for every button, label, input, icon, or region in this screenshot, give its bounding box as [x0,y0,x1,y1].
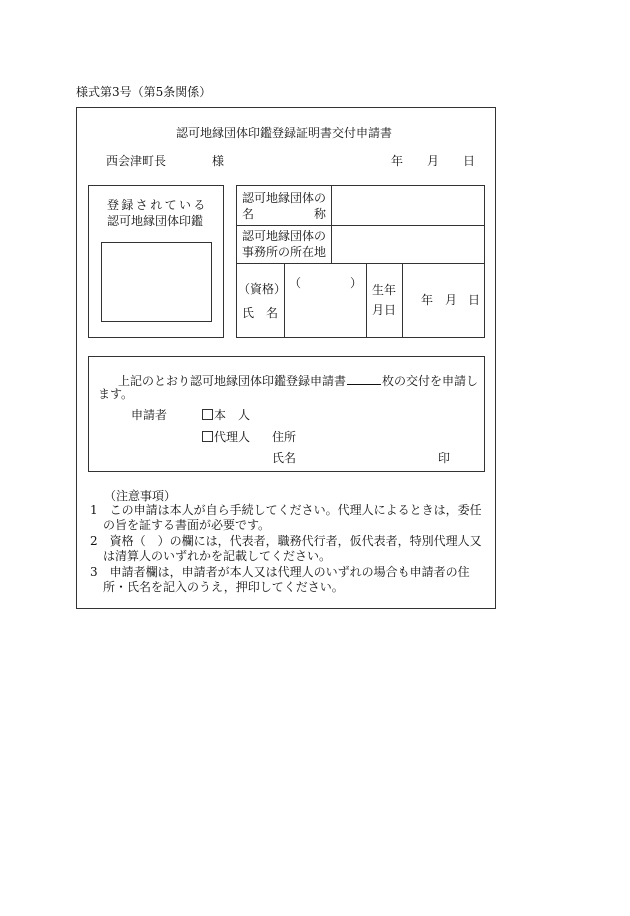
date-month-label[interactable]: 月 [427,154,440,168]
divider [366,263,367,338]
note-item: 1 この申請は本人が自ら手続してください。代理人によるときは，委任の旨を証する書面が必要です。 [90,503,482,532]
org-name-label-line1: 認可地縁団体の [242,191,327,205]
request-text-before: 上記のとおり認可地縁団体印鑑登録申請書 [118,374,347,388]
birth-day-label[interactable]: 日 [468,293,481,307]
office-address-label-line1: 認可地縁団体の [242,229,327,243]
divider [236,225,485,226]
note-item: 3 申請者欄は，申請者が本人又は代理人のいずれの場合も申請者の住所・氏名を記入のうえ，押印してください。 [90,565,470,594]
birth-label-line2: 月日 [372,303,397,317]
request-text [118,373,478,387]
notes-list [90,503,485,595]
qualification-paren-close: ） [350,276,363,290]
notes-heading: （注意事項） [104,489,177,503]
birth-year-label[interactable]: 年 [421,293,434,307]
name-label-b: 名 [266,306,279,320]
self-option-label: 本 人 [214,408,251,422]
org-name-field[interactable] [333,187,483,223]
agent-option[interactable] [202,431,250,443]
seal-mark: 印 [438,451,451,465]
divider [331,185,332,263]
applicant-label: 申請者 [131,408,168,422]
office-address-field[interactable] [333,227,483,261]
form-number: 様式第3号（第5条関係） [76,85,212,99]
addressee: 西会津町長 [106,154,167,168]
request-text-line2: ます。 [98,387,134,401]
org-name-label-line2a: 名 [242,207,255,221]
divider [284,263,285,338]
date-year-label[interactable]: 年 [391,154,404,168]
request-text-after: 枚の交付を申請し [382,374,479,388]
representative-name-field[interactable] [286,293,364,336]
divider [402,263,403,338]
self-checkbox[interactable] [202,409,213,420]
agent-option-label: 代理人 [214,430,251,444]
birth-label-line1: 生年 [372,283,397,297]
name-label-a: 氏 [242,306,255,320]
address-label: 住所 [272,430,297,444]
office-address-label-line2: 事務所の所在地 [242,245,327,259]
divider [236,263,485,264]
birth-month-label[interactable]: 月 [445,293,458,307]
honorific: 様 [212,154,225,168]
note-item: 2 資格（ ）の欄には，代表者，職務代行者，仮代表者，特別代理人又は清算人のいずれかを記載してください。 [90,534,482,563]
qualification-label: （資格） [238,282,287,296]
copies-blank[interactable] [347,373,381,385]
agent-checkbox[interactable] [202,431,213,442]
self-option[interactable] [202,409,250,421]
seal-area-label-line2: 認可地縁団体印鑑 [107,214,204,228]
date-day-label[interactable]: 日 [463,154,476,168]
form-title: 認可地縁団体印鑑登録証明書交付申請書 [176,126,393,140]
seal-area-label-line1: 登録されている [107,198,208,212]
applicant-name-label: 氏名 [272,451,297,465]
org-name-label-line2b: 称 [314,207,327,221]
qualification-paren-open: （ [289,276,302,290]
seal-imprint-box[interactable] [101,242,212,322]
